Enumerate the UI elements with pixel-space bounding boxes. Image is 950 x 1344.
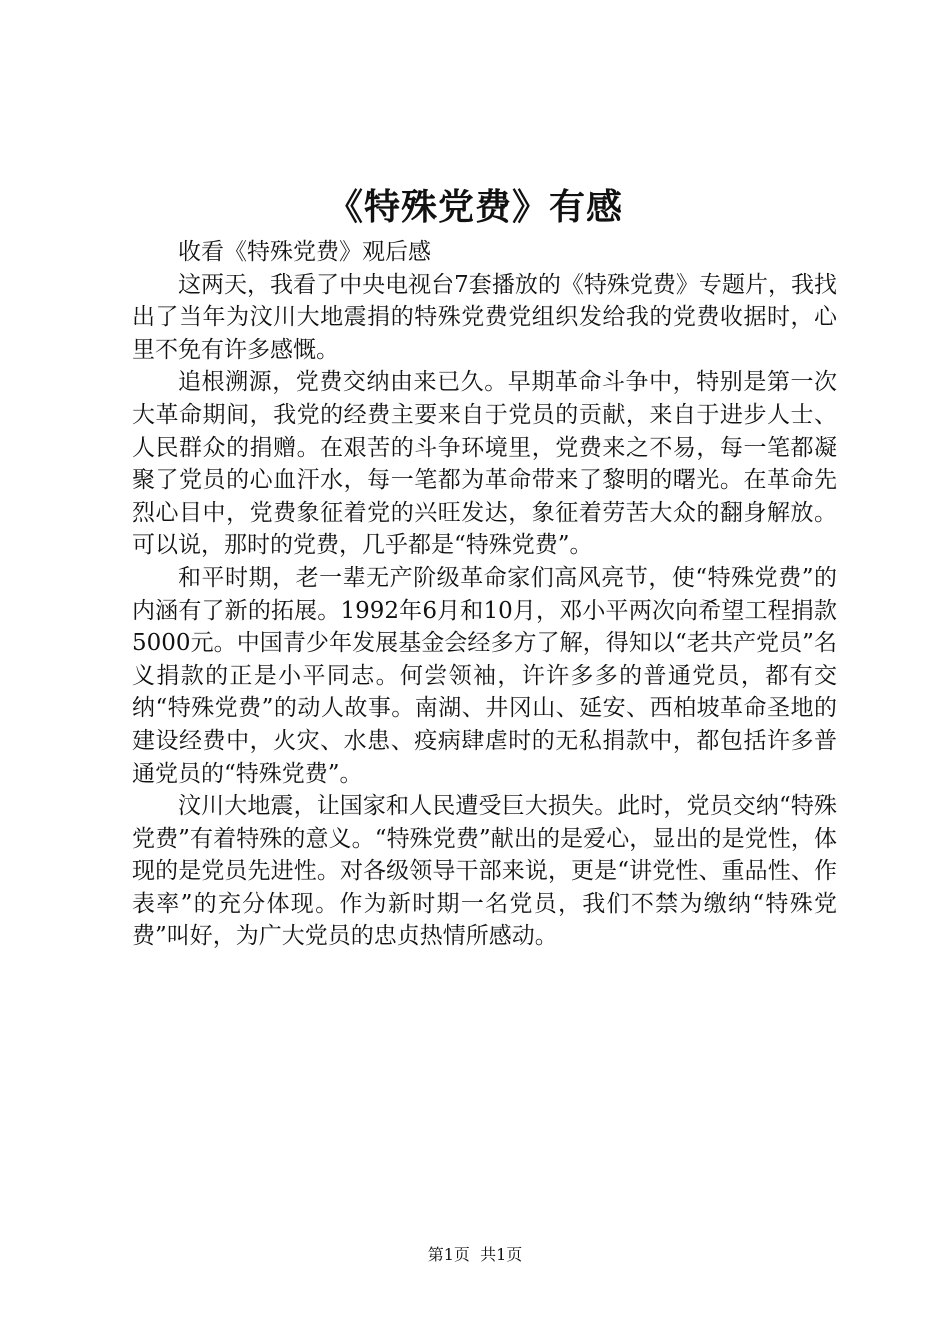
document-body <box>132 236 837 953</box>
paragraph-subtitle: 收看《特殊党费》观后感 <box>178 239 431 265</box>
document-title: 《特殊党费》有感 <box>326 186 623 228</box>
page-total: 共1页 <box>480 1245 523 1264</box>
paragraph-wenchuan: 汶川大地震，让国家和人民遭受巨大损失。此时，党员交纳“特殊党费”有着特殊的意义。“特殊党费”献出的是爱心，显出的是党性，体现的是党员先进性。对各级领导干部来说，更是“讲党性、重品性、作表率”的充分体现。作为新时期一名党员，我们不禁为缴纳“特殊党费”叫好，为广大党员的忠贞热情所感动。 <box>132 793 837 950</box>
paragraph-peacetime: 和平时期，老一辈无产阶级革命家们高风亮节，使“特殊党费”的内涵有了新的拓展。1992年6月和10月，邓小平两次向希望工程捐款5000元。中国青少年发展基金会经多方了解，得知以“老共产党员”名义捐款的正是小平同志。何尝领袖，许许多多的普通党员，都有交纳“特殊党费”的动人故事。南湖、井冈山、延安、西柏坡革命圣地的建设经费中，火灾、水患、疫病肆虐时的无私捐款中，都包括许多普通党员的“特殊党费”。 <box>132 564 837 787</box>
paragraph-intro: 这两天，我看了中央电视台7套播放的《特殊党费》专题片，我找出了当年为汶川大地震捐的特殊党费党组织发给我的党费收据时，心里不免有许多感慨。 <box>132 271 837 363</box>
paragraph-history: 追根溯源，党费交纳由来已久。早期革命斗争中，特别是第一次大革命期间，我党的经费主要来自于党员的贡献，来自于进步人士、人民群众的捐赠。在艰苦的斗争环境里，党费来之不易，每一笔都凝聚了党员的心血汗水，每一笔都为革命带来了黎明的曙光。在革命先烈心目中，党费象征着党的兴旺发达，象征着劳苦大众的翻身解放。可以说，那时的党费，几乎都是“特殊党费”。 <box>132 369 837 559</box>
page-number: 第1页 <box>427 1245 470 1264</box>
page-footer <box>0 1244 950 1266</box>
